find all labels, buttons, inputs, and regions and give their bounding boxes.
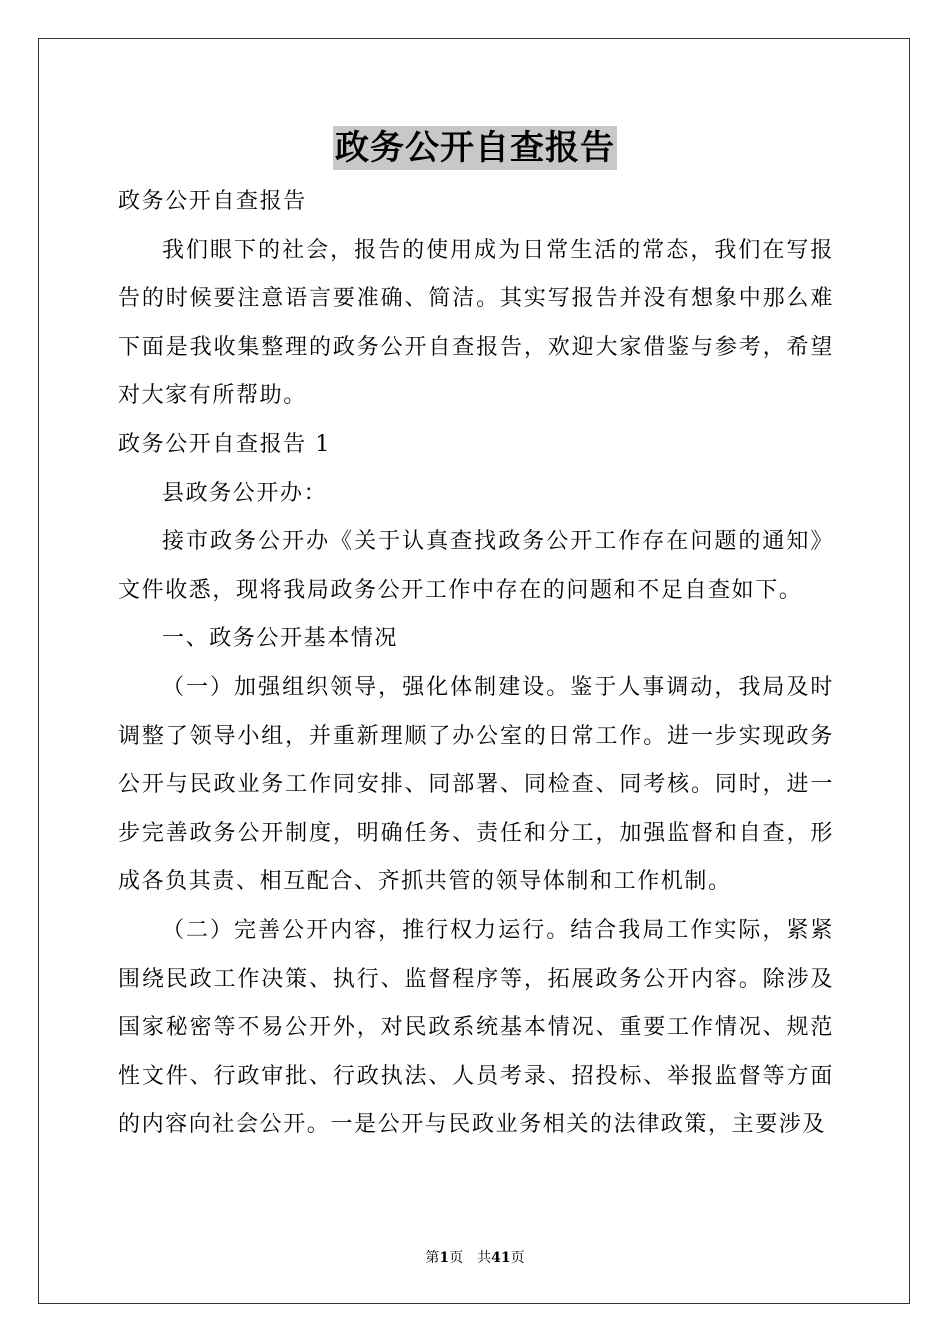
page-prefix: 第 <box>425 1250 440 1266</box>
paragraph: 接市政务公开办《关于认真查找政务公开工作存在问题的通知》文件收悉，现将我局政务公开工作中存在的问题和不足自查如下。 <box>118 529 834 603</box>
page-suffix: 页 <box>449 1250 464 1266</box>
title-container <box>0 126 950 170</box>
paragraph: 政务公开自查报告 1 <box>118 431 331 457</box>
paragraph: （一）加强组织领导，强化体制建设。鉴于人事调动，我局及时调整了领导小组，并重新理顺了办公室的日常工作。进一步实现政务公开与民政业务工作同安排、同部署、同检查、同考核。同时，进一步完善政务公开制度，明确任务、责任和分工，加强监督和自查，形成各负其责、相互配合、齐抓共管的领导体制和工作机制。 <box>118 674 834 895</box>
total-prefix: 共 <box>477 1250 492 1266</box>
document-body <box>118 178 834 1150</box>
paragraph: 一、政务公开基本情况 <box>162 626 399 652</box>
total-suffix: 页 <box>510 1250 525 1266</box>
document-title: 政务公开自查报告 <box>335 128 615 168</box>
paragraph: （二）完善公开内容，推行权力运行。结合我局工作实际，紧紧围绕民政工作决策、执行、监督程序等，拓展政务公开内容。除涉及国家秘密等不易公开外，对民政系统基本情况、重要工作情况、规范性文件、行政审批、行政执法、人员考录、招投标、举报监督等方面的内容向社会公开。一是公开与民政业务相关的法律政策，主要涉及 <box>118 917 834 1138</box>
page-footer <box>0 1248 950 1268</box>
paragraph: 我们眼下的社会，报告的使用成为日常生活的常态，我们在写报告的时候要注意语言要准确、简洁。其实写报告并没有想象中那么难下面是我收集整理的政务公开自查报告，欢迎大家借鉴与参考，希望对大家有所帮助。 <box>118 237 834 409</box>
paragraph: 政务公开自查报告 <box>118 189 307 214</box>
paragraph: 县政务公开办： <box>162 480 328 506</box>
current-page-number: 1 <box>439 1250 450 1266</box>
total-pages-number: 41 <box>491 1250 511 1266</box>
